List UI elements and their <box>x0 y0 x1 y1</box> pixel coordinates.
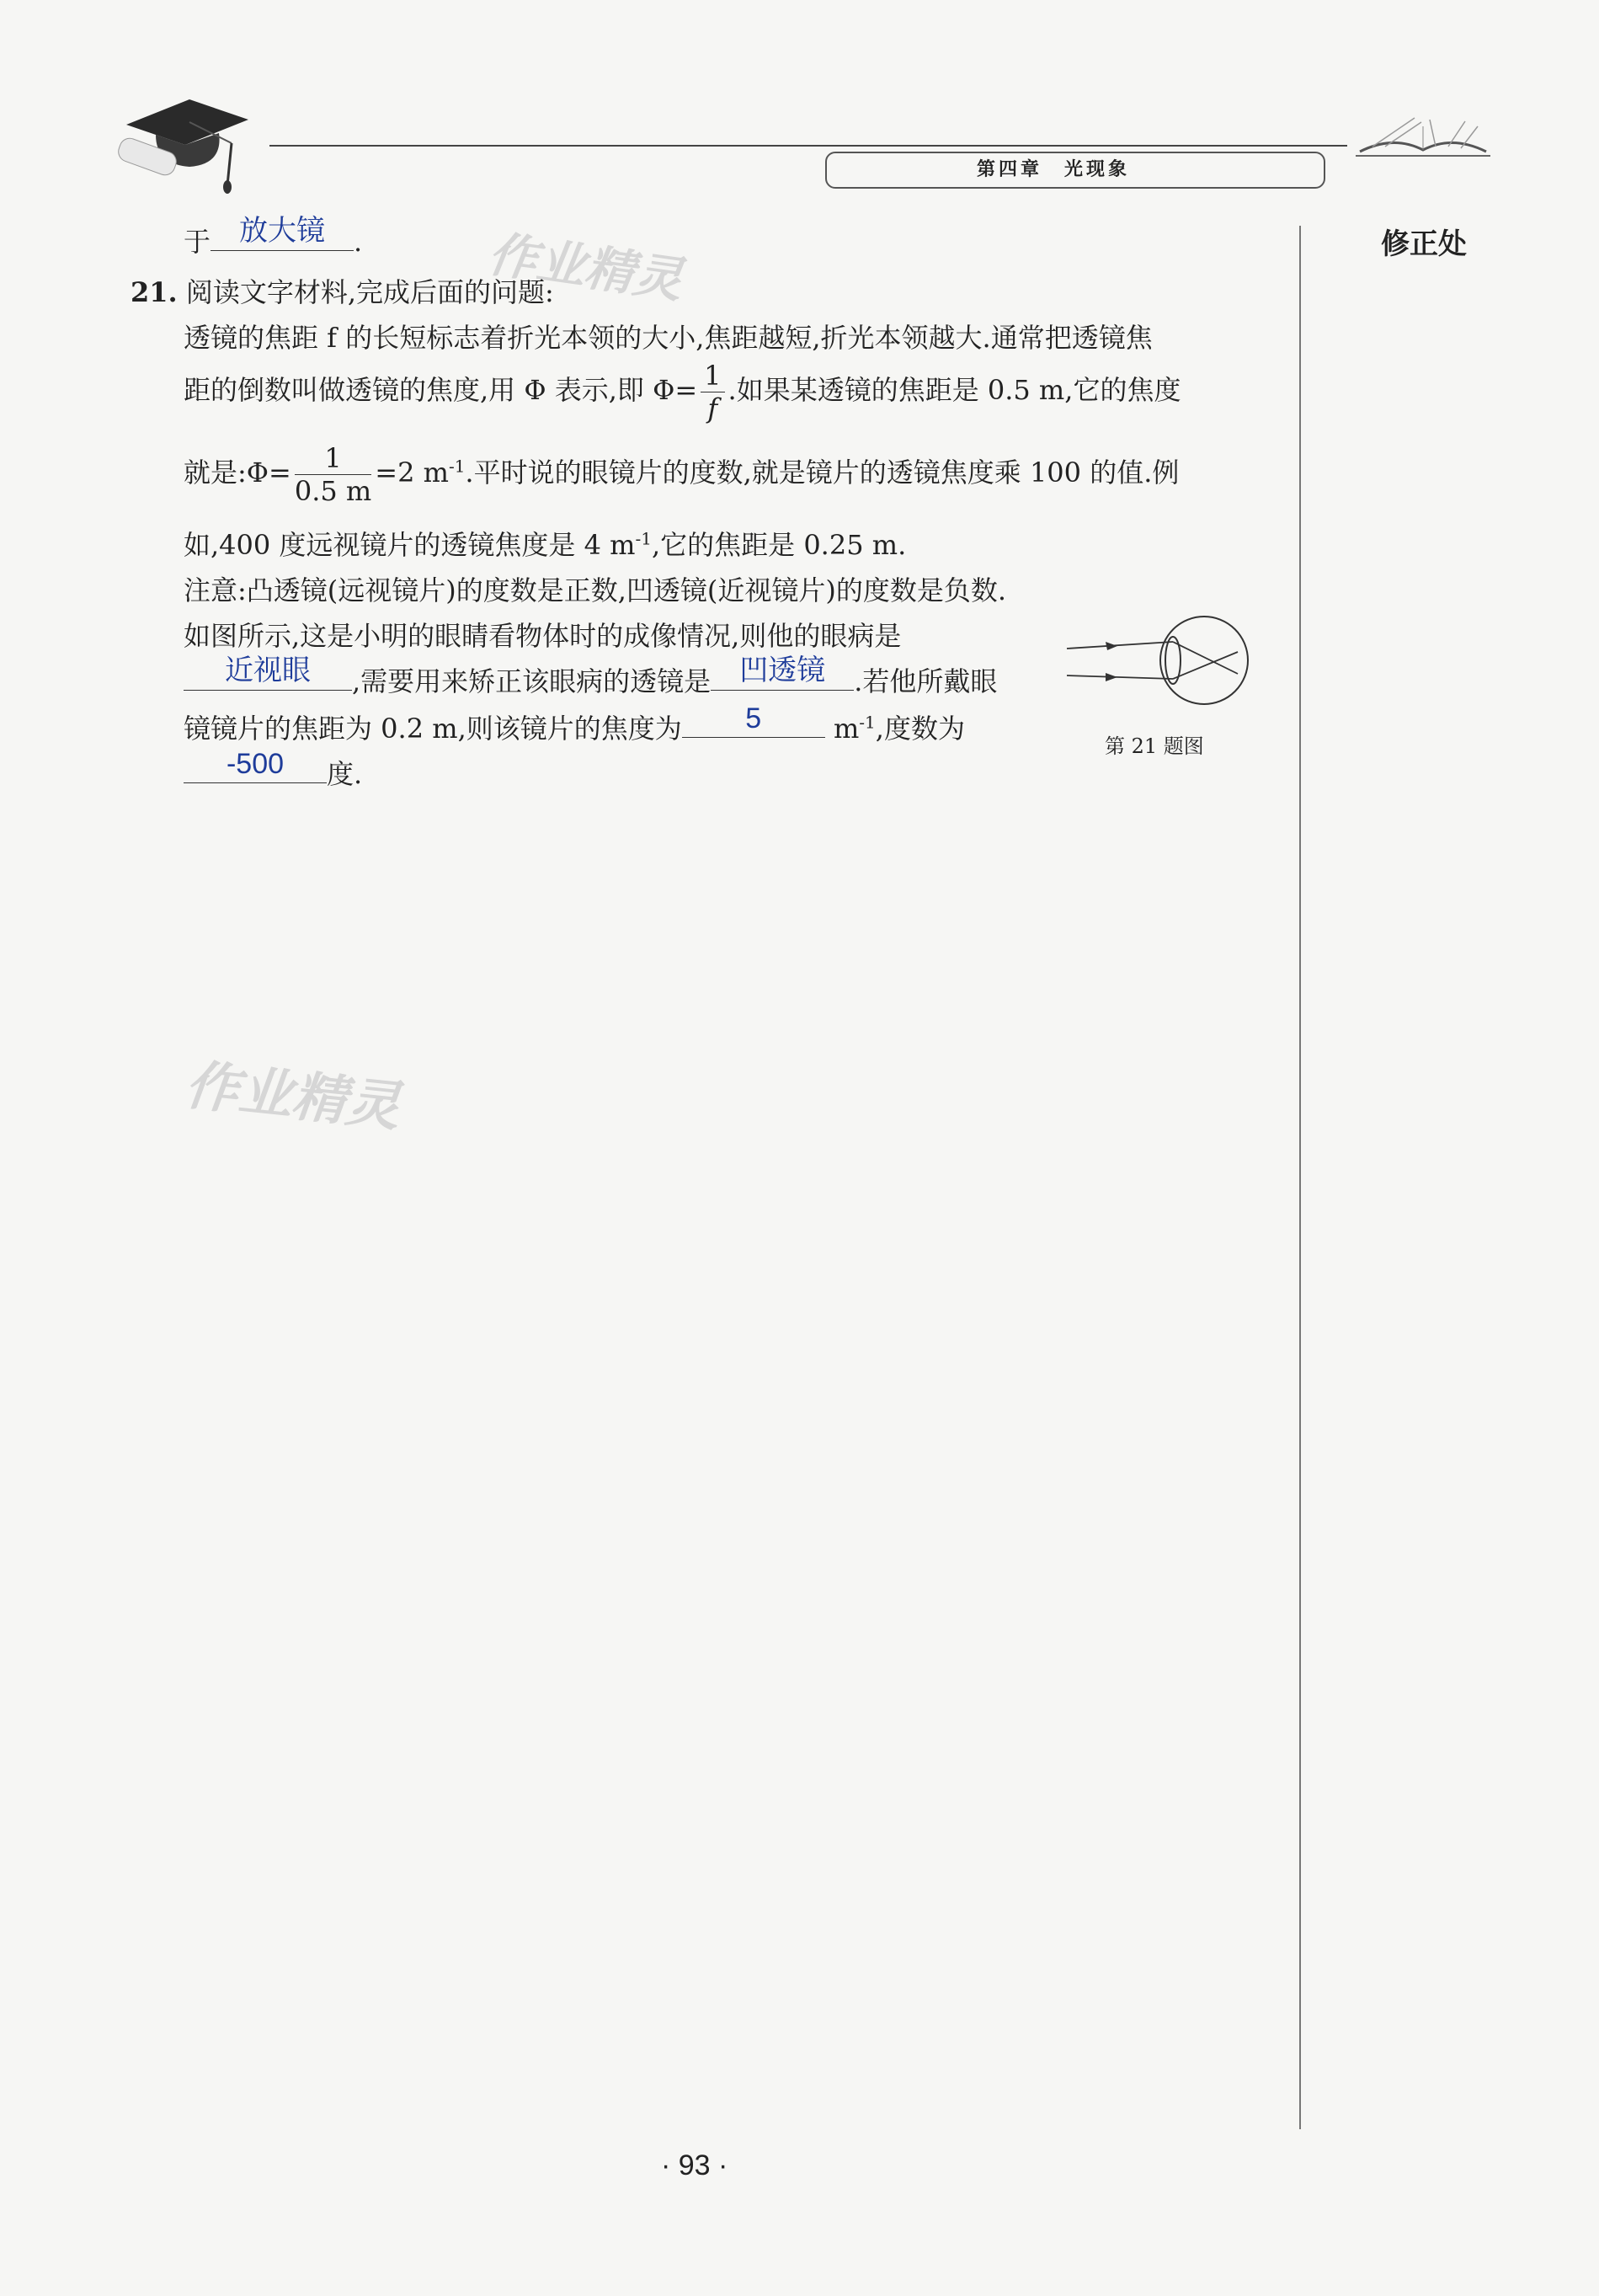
light-ray <box>1067 642 1173 649</box>
handwritten-answer: 放大镜 <box>239 215 326 247</box>
watermark: 作业精灵 <box>484 225 686 309</box>
text-span: 距的倒数叫做透镜的焦度,用 Φ 表示,即 Φ= <box>184 374 698 406</box>
text-span: .如果某透镜的焦距是 0.5 m,它的焦度 <box>728 374 1181 406</box>
paragraph-line <box>184 442 1180 507</box>
margin-divider <box>1299 226 1301 2129</box>
text-span: 如,400 度远视镜片的透镜焦度是 4 m <box>184 529 636 561</box>
handwritten-answer: 5 <box>745 702 762 734</box>
paragraph-line: 注意:凸透镜(远视镜片)的度数是正数,凹透镜(近视镜片)的度数是负数. <box>184 574 1007 606</box>
correction-column-label: 修正处 <box>1381 227 1467 261</box>
fraction <box>701 362 724 422</box>
paragraph-line <box>184 748 363 792</box>
chapter-title: 第四章 光现象 <box>977 158 1131 180</box>
numerator: 1 <box>701 362 724 392</box>
handwritten-answer: 近视眼 <box>225 654 311 686</box>
answer-blank[interactable] <box>711 654 854 691</box>
prev-answer-line <box>184 215 363 259</box>
paragraph-line <box>184 362 1181 422</box>
paragraph-line <box>184 702 965 746</box>
text-span: ,需要用来矫正该眼病的透镜是 <box>352 665 712 697</box>
handwritten-answer: 凹透镜 <box>739 654 826 686</box>
prev-suffix: . <box>354 226 363 258</box>
numerator: 1 <box>295 445 371 475</box>
figure-caption: 第 21 题图 <box>1105 734 1204 758</box>
eyeball-shape <box>1160 617 1248 704</box>
fraction <box>294 442 372 507</box>
arrow-head <box>1106 642 1117 650</box>
refracted-ray <box>1173 642 1238 674</box>
watermark: 作业精灵 <box>182 1054 403 1140</box>
text-span: ,它的焦距是 0.25 m. <box>651 529 907 561</box>
text-span: 度. <box>327 758 363 790</box>
header-rule <box>269 145 1347 147</box>
text-span: m <box>824 713 860 745</box>
text-span: 镜镜片的焦距为 0.2 m,则该镜片的焦度为 <box>184 713 682 745</box>
paragraph-line <box>184 524 906 563</box>
answer-blank[interactable] <box>184 654 352 691</box>
text-span: 就是:Φ= <box>184 457 291 489</box>
refracted-ray <box>1173 652 1238 679</box>
paragraph-line <box>184 654 998 699</box>
question-intro: 阅读文字材料,完成后面的问题: <box>185 276 554 308</box>
open-book-icon <box>1356 109 1490 160</box>
denominator: f <box>707 392 718 424</box>
paragraph-line: 如图所示,这是小明的眼睛看物体时的成像情况,则他的眼病是 <box>184 620 902 652</box>
question-heading <box>131 271 554 310</box>
prev-prefix: 于 <box>184 226 211 258</box>
graduation-cap-icon <box>109 93 253 194</box>
text-span: ,度数为 <box>875 713 965 745</box>
answer-blank[interactable] <box>211 215 354 251</box>
paragraph-line: 透镜的焦距 f 的长短标志着折光本领的大小,焦距越短,折光本领越大.通常把透镜焦 <box>184 322 1153 354</box>
superscript: -1 <box>859 712 876 733</box>
handwritten-answer: -500 <box>226 748 285 780</box>
answer-blank[interactable] <box>184 748 327 783</box>
light-ray <box>1067 675 1173 679</box>
superscript: -1 <box>448 456 466 477</box>
answer-blank[interactable] <box>682 702 825 738</box>
denominator: 0.5 m <box>294 475 372 507</box>
page-number: · 93 · <box>661 2149 728 2181</box>
text-span: .若他所戴眼 <box>854 665 998 697</box>
text-span: =2 m <box>375 457 449 489</box>
superscript: -1 <box>635 528 652 549</box>
question-number: 21. <box>131 276 178 308</box>
eye-diagram <box>1065 608 1267 709</box>
arrow-head <box>1106 673 1117 681</box>
text-span: .平时说的眼镜片的度数,就是镜片的透镜焦度乘 100 的值.例 <box>465 457 1180 489</box>
